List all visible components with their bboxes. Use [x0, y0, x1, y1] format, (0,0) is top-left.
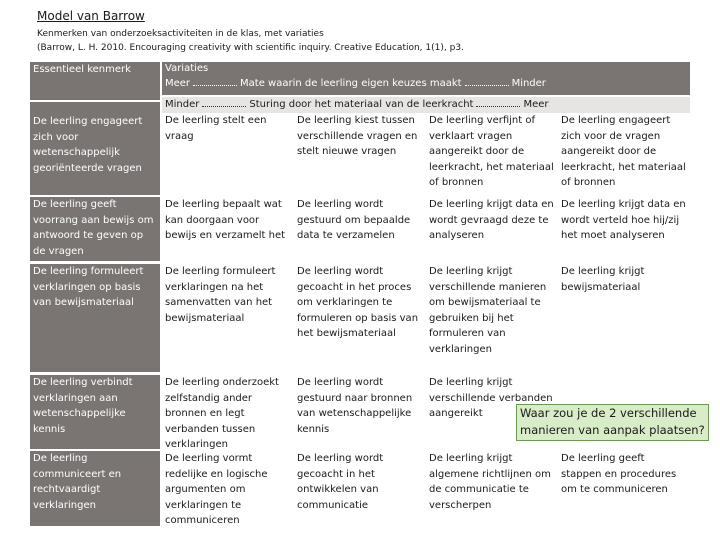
variation-cell-1-4: De leerling engageert zich voor de vragen aangereikt door de leerkracht, het materiaal of bronnen — [558, 113, 690, 195]
variation-cell-3-4: De leerling krijgt bewijsmateriaal — [558, 264, 690, 372]
dotted-leader — [193, 78, 237, 86]
feature-cell-2: De leerling geeft voorrang aan bewijs om antwoord te geven op de vragen — [30, 197, 160, 261]
subtitle-line-2: (Barrow, L. H. 2010. Encouraging creativity with scientific inquiry. Creative Education, 1(1), p3. — [37, 43, 464, 53]
feature-cell-4: De leerling verbindt verklaringen aan wetenschappelijke kennis — [30, 375, 160, 449]
variation-cell-3-2: De leerling wordt gecoacht in het proces om verklaringen te formuleren op basis van het bewijsmateriaal — [294, 264, 424, 372]
column-header-variations: Variaties — [162, 62, 690, 75]
scale-top-left: Meer — [165, 78, 191, 89]
variation-cell-1-1: De leerling stelt een vraag — [162, 113, 292, 195]
dotted-leader — [202, 99, 246, 107]
scale-top-middle: Mate waarin de leerling eigen keuzes maakt — [240, 78, 462, 89]
variation-cell-4-1: De leerling onderzoekt zelfstandig ander bronnen en legt verbanden tussen verklaringen — [162, 375, 292, 449]
variation-cell-2-2: De leerling wordt gestuurd om bepaalde data te verzamelen — [294, 197, 424, 261]
variation-cell-1-2: De leerling kiest tussen verschillende vragen en stelt nieuwe vragen — [294, 113, 424, 195]
variation-cell-3-3: De leerling krijgt verschillende manieren om bewijsmateriaal te gebruiken bij het formuleren van verklaringen — [426, 264, 556, 372]
scale-top-right: Minder — [511, 78, 546, 89]
variation-cell-2-3: De leerling krijgt data en wordt gevraagd deze te analyseren — [426, 197, 556, 261]
column-header-feature: Essentieel kenmerk — [30, 62, 160, 100]
variation-cell-5-2: De leerling wordt gecoacht in het ontwikkelen van communicatie — [294, 451, 424, 526]
dotted-leader — [476, 99, 520, 107]
dotted-leader — [465, 78, 509, 86]
scale-bottom-middle: Sturing door het materiaal van de leerkracht — [249, 99, 474, 110]
feature-cell-1: De leerling engageert zich voor wetenschappelijk georiënteerde vragen — [30, 102, 160, 195]
document-subtitle — [37, 27, 464, 55]
scale-bottom-left: Minder — [165, 99, 200, 110]
scale-top — [162, 75, 690, 95]
variation-cell-1-3: De leerling verfijnt of verklaart vragen aangereikt door de leerkracht, het materiaal of bronnen — [426, 113, 556, 195]
variation-cell-4-3: De leerling krijgt verschillende verbanden aangereikt — [426, 375, 556, 449]
scale-bottom — [162, 97, 690, 113]
variation-cell-5-3: De leerling krijgt algemene richtlijnen om de communicatie te verscherpen — [426, 451, 556, 526]
callout-line-1: Waar zou je de 2 verschillende — [520, 406, 697, 420]
variation-cell-4-2: De leerling wordt gestuurd naar bronnen van wetenschappelijke kennis — [294, 375, 424, 449]
scale-bottom-right: Meer — [523, 99, 549, 110]
barrow-table — [30, 62, 690, 526]
variation-cell-5-1: De leerling vormt redelijke en logische argumenten om verklaringen te communiceren — [162, 451, 292, 526]
feature-cell-5: De leerling communiceert en rechtvaardigt verklaringen — [30, 451, 160, 526]
variation-cell-2-1: De leerling bepaalt wat kan doorgaan voor bewijs en verzamelt het — [162, 197, 292, 261]
callout-line-2: manieren van aanpak plaatsen? — [520, 423, 705, 437]
variation-cell-2-4: De leerling krijgt data en wordt verteld hoe hij/zij het moet analyseren — [558, 197, 690, 261]
variation-cell-5-4: De leerling geeft stappen en procedures om te communiceren — [558, 451, 690, 526]
feature-cell-3: De leerling formuleert verklaringen op basis van bewijsmateriaal — [30, 264, 160, 372]
variation-cell-3-1: De leerling formuleert verklaringen na het samenvatten van het bewijsmateriaal — [162, 264, 292, 372]
question-callout — [516, 404, 709, 441]
subtitle-line-1: Kenmerken van onderzoeksactiviteiten in de klas, met variaties — [37, 29, 324, 39]
document-title: Model van Barrow — [37, 9, 145, 23]
